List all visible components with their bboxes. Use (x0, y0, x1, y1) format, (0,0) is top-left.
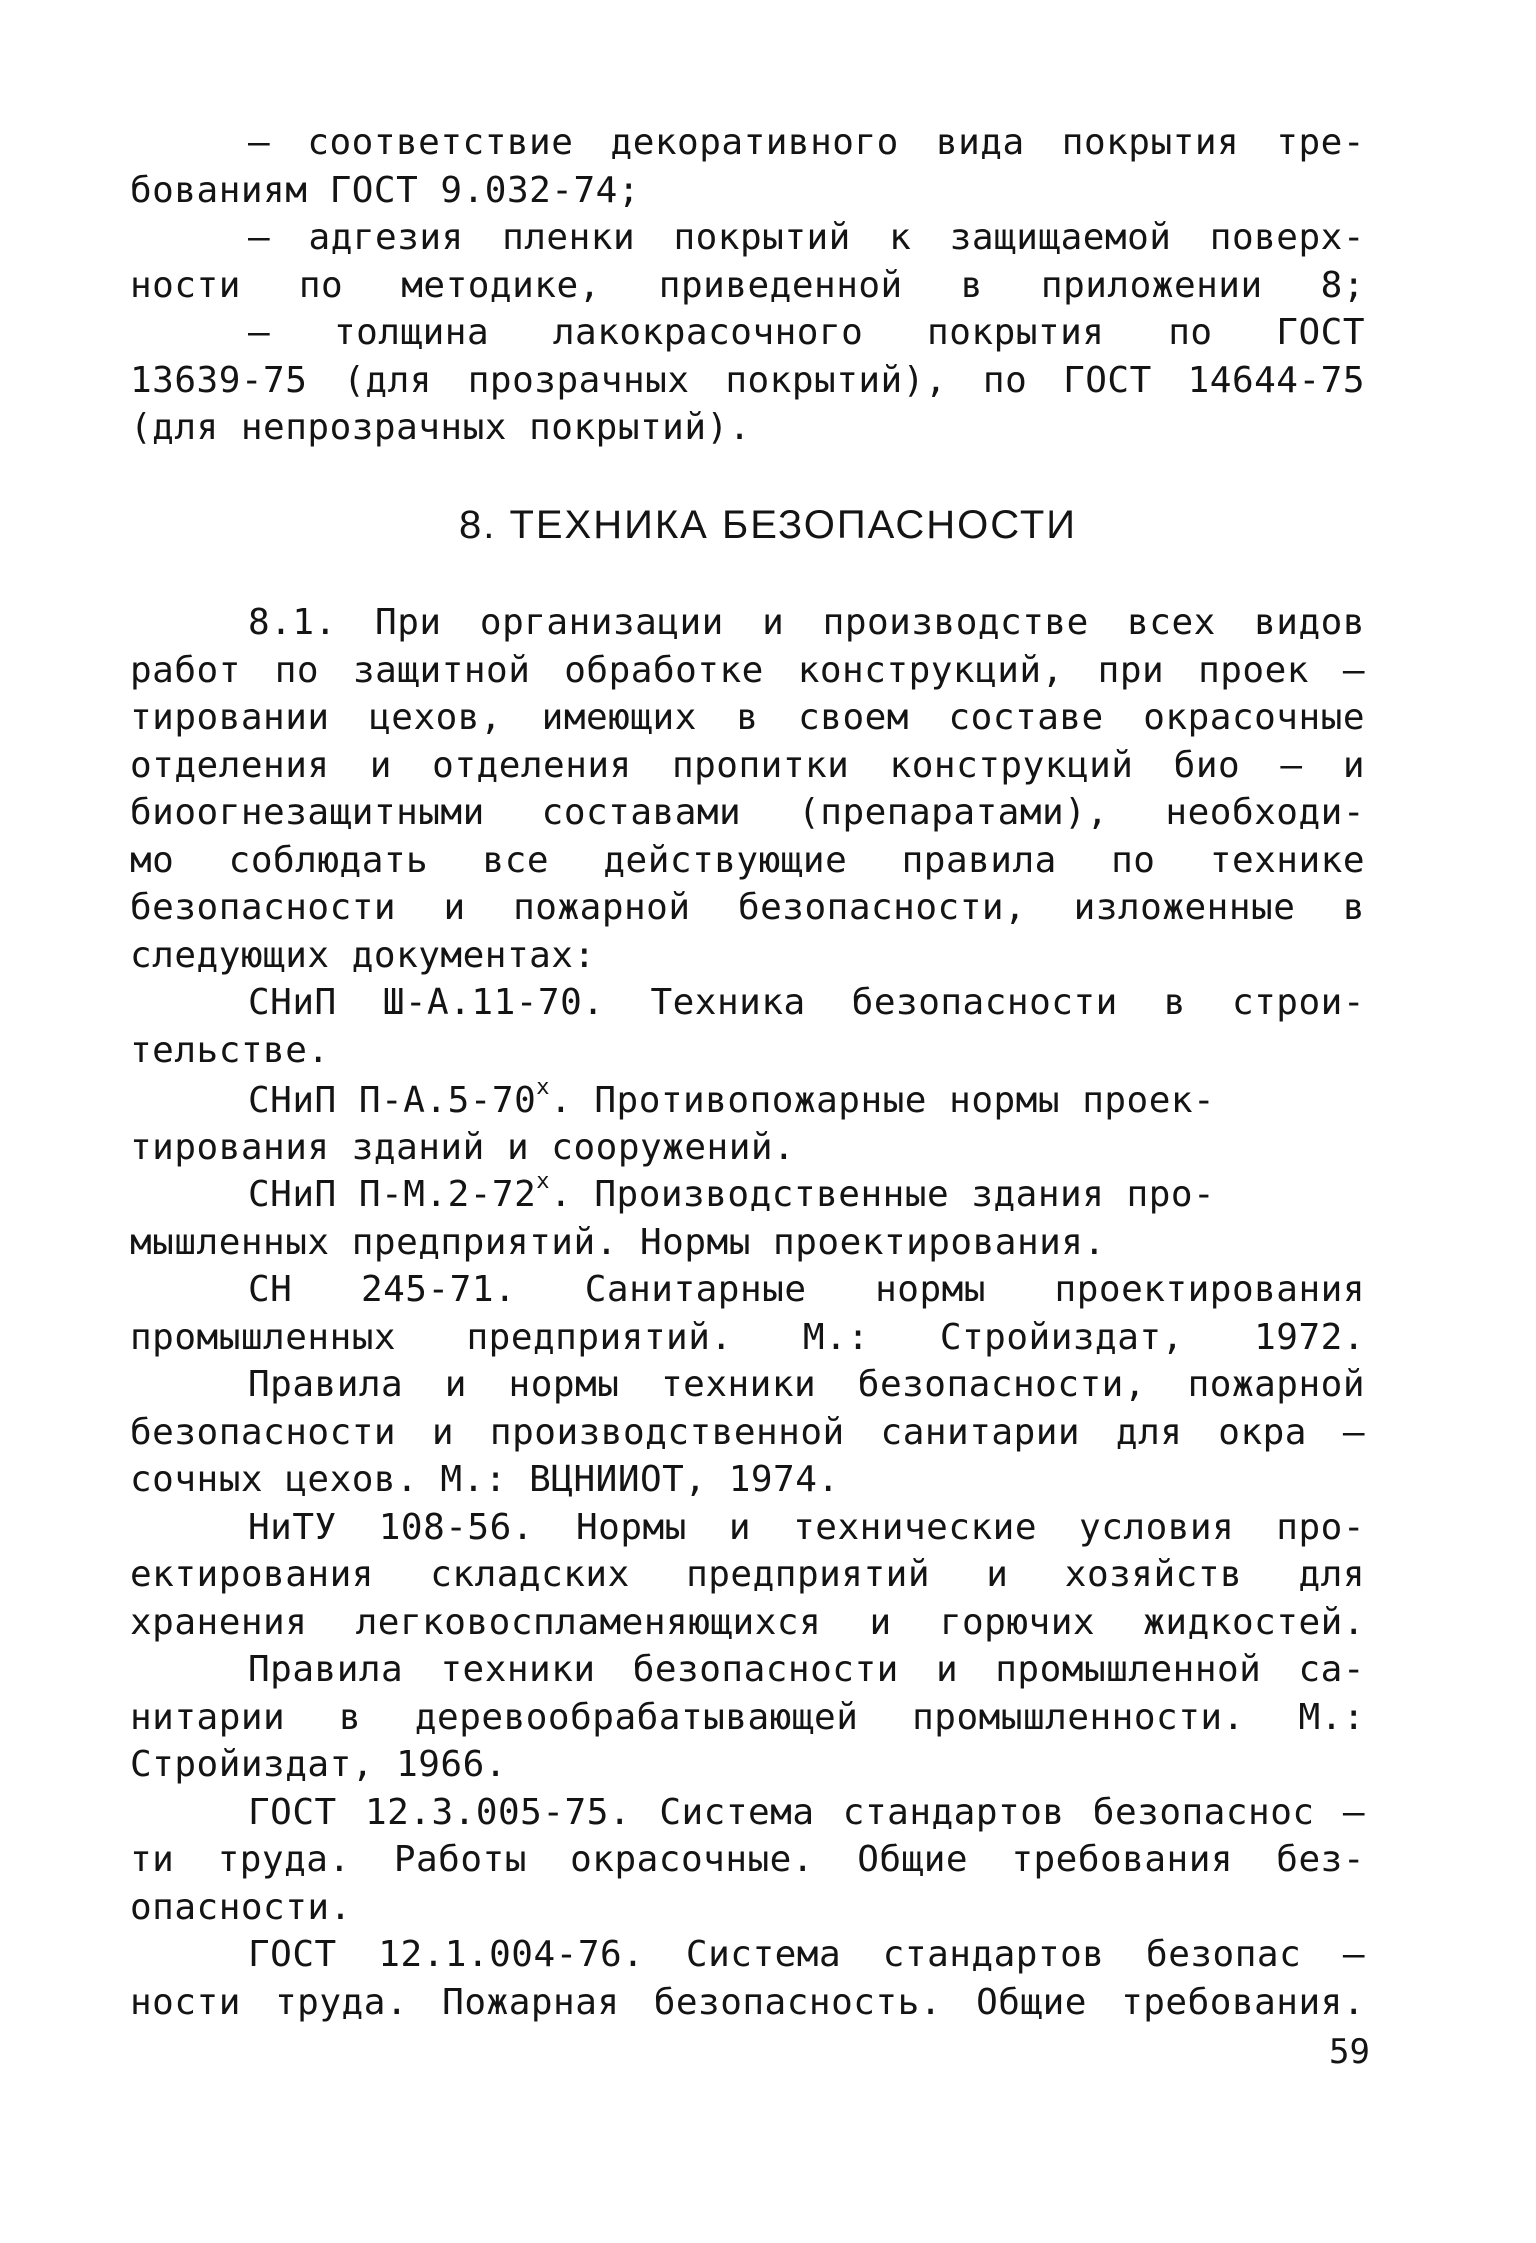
text-line: мо соблюдать все действующие правила по технике (130, 840, 1365, 881)
doc-title: . Противопожарные нормы проек- (550, 1080, 1216, 1121)
text-line: сочных цехов. М.: ВЦНИИОТ, 1974. (130, 1459, 840, 1500)
text-line-snip-p-m2 (248, 1172, 1365, 1218)
text-line: – толщина лакокрасочного покрытия по ГОСТ (248, 312, 1365, 353)
text-line: ти труда. Работы окрасочные. Общие требования без- (130, 1839, 1365, 1880)
text-line: НиТУ 108-56. Нормы и технические условия про- (248, 1507, 1365, 1548)
text-line: бованиям ГОСТ 9.032-74; (130, 170, 640, 211)
text-line: ности по методике, приведенной в приложении 8; (130, 265, 1365, 306)
text-line: – адгезия пленки покрытий к защищаемой поверх- (248, 217, 1365, 258)
text-line: отделения и отделения пропитки конструкций био – и (130, 745, 1365, 786)
text-line: ектирования складских предприятий и хозяйств для (130, 1554, 1365, 1595)
text-line: – соответствие декоративного вида покрытия тре- (248, 122, 1365, 163)
text-line: безопасности и производственной санитарии для окра – (130, 1412, 1365, 1453)
text-line: хранения легковоспламеняющихся и горючих жидкостей. (130, 1602, 1365, 1643)
text-line-snip-p-a5 (248, 1078, 1365, 1124)
text-line: Стройиздат, 1966. (130, 1744, 507, 1785)
text-line: нитарии в деревообрабатывающей промышленности. М.: (130, 1697, 1365, 1738)
page-number: 59 (1329, 2032, 1370, 2072)
text-line: ГОСТ 12.1.004-76. Система стандартов безопас – (248, 1934, 1365, 1975)
text-line: 8.1. При организации и производстве всех видов (248, 602, 1365, 643)
text-line: следующих документах: (130, 935, 596, 976)
text-line: тировании цехов, имеющих в своем составе окрасочные (130, 697, 1365, 738)
text-line: мышленных предприятий. Нормы проектирования. (130, 1222, 1106, 1263)
text-line: 13639-75 (для прозрачных покрытий), по ГОСТ 14644-75 (130, 360, 1365, 401)
text-line: тельстве. (130, 1030, 330, 1071)
text-line: ности труда. Пожарная безопасность. Общие требования. (130, 1982, 1365, 2023)
text-line: безопасности и пожарной безопасности, изложенные в (130, 887, 1365, 928)
text-line: промышленных предприятий. М.: Стройиздат, 1972. (130, 1317, 1365, 1358)
section-heading: 8. ТЕХНИКА БЕЗОПАСНОСТИ (458, 503, 1078, 547)
text-line: (для непрозрачных покрытий). (130, 407, 751, 448)
text-line: тирования зданий и сооружений. (130, 1127, 796, 1168)
text-line: СНиП Ш-А.11-70. Техника безопасности в строи- (248, 982, 1365, 1023)
text-line: опасности. (130, 1887, 352, 1928)
superscript: х (536, 1172, 551, 1194)
text-line: ГОСТ 12.3.005-75. Система стандартов безопаснос – (248, 1792, 1365, 1833)
text-line: СН 245-71. Санитарные нормы проектирования (248, 1269, 1365, 1310)
text-line: Правила техники безопасности и промышленной са- (248, 1649, 1365, 1690)
text-line: Правила и нормы техники безопасности, пожарной (248, 1364, 1365, 1405)
doc-code: СНиП П-А.5-70 (248, 1080, 537, 1121)
text-line: работ по защитной обработке конструкций, при проек – (130, 650, 1365, 691)
superscript: х (536, 1078, 551, 1100)
doc-title: . Производственные здания про- (550, 1174, 1216, 1215)
text-line: биоогнезащитными составами (препаратами), необходи- (130, 792, 1365, 833)
doc-code: СНиП П-М.2-72 (248, 1174, 537, 1215)
